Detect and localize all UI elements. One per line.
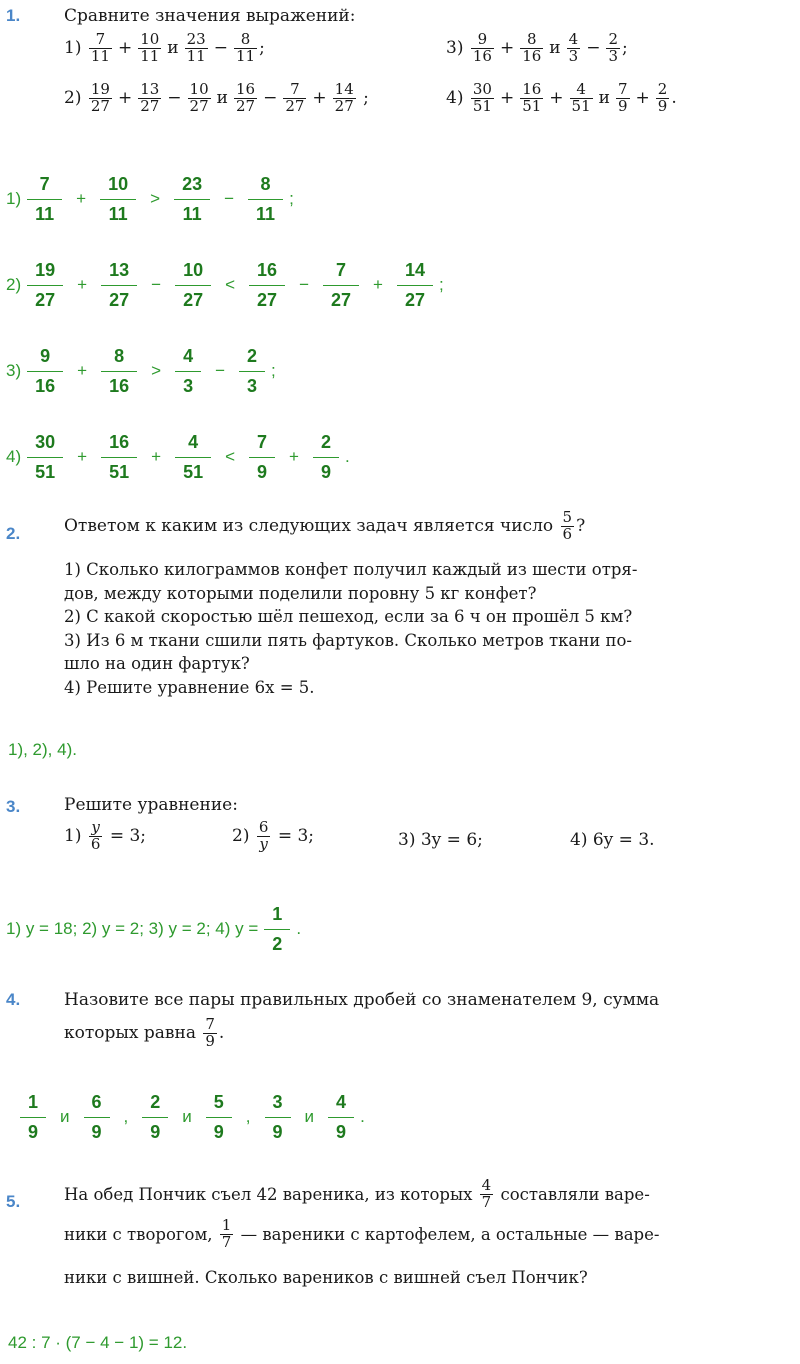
- fraction: 6 y: [258, 818, 269, 853]
- fraction: 2 9: [142, 1088, 168, 1147]
- answer1-line-1: 1) 7 11 + 10 11 > 23 11 − 8 11 ;: [6, 170, 294, 229]
- fraction: 2 9: [657, 80, 668, 115]
- fraction: 7 11: [27, 170, 62, 229]
- task-title: Ответом к каким из следующих задач является число 5 6 ?: [64, 508, 586, 543]
- fraction: 19 27: [90, 80, 110, 115]
- answer1-line-2: 2) 19 27 + 13 27 − 10 27 < 16 27 − 7 27 + 14 27 ;: [6, 256, 444, 315]
- fraction: 16 27: [249, 256, 285, 315]
- fraction: 14 27: [334, 80, 354, 115]
- task3-eq-1: 1) y 6 = 3;: [64, 818, 147, 853]
- fraction: 9 16: [27, 342, 63, 401]
- task3-eq-4: 4) 6y = 3.: [570, 830, 655, 850]
- task1-item-4: 4) 30 51 + 16 51 + 4 51 и 7 9 + 2 9 .: [446, 80, 677, 115]
- fraction: 7 27: [323, 256, 359, 315]
- task-number: 2.: [6, 524, 21, 543]
- fraction: 10 27: [189, 80, 209, 115]
- fraction: 9 16: [472, 30, 492, 65]
- task-number: 5.: [6, 1192, 21, 1211]
- fraction: 8 11: [235, 30, 256, 65]
- task5-line-1: На обед Пончик съел 42 вареника, из которых 4 7 составляли варе-: [64, 1176, 650, 1211]
- fraction: 23 11: [174, 170, 210, 229]
- fraction: 2 3: [239, 342, 265, 401]
- task5-line-3: ники с вишней. Сколько вареников с вишней съел Пончик?: [64, 1268, 588, 1287]
- task4-line-2: которых равна 7 9 .: [64, 1015, 225, 1050]
- answer5: 42 : 7 · (7 − 4 − 1) = 12.: [8, 1333, 188, 1352]
- fraction: 19 27: [27, 256, 63, 315]
- fraction: 1 9: [20, 1088, 46, 1147]
- fraction: 30 51: [27, 428, 63, 487]
- fraction: 10 11: [100, 170, 136, 229]
- fraction: 4 3: [175, 342, 201, 401]
- fraction: 16 51: [101, 428, 137, 487]
- task2-body: 1) Сколько килограммов конфет получил каждый из шести отря- дов, между которыми поделили поровну 5 кг конфет? 2) С какой скоростью шёл пешеход, если за 6 ч он прошёл 5 км? 3) Из 6 м ткани сшили пять фартуков. Сколько метров ткани по- шло на один фартук? 4) Решите уравнение 6x = 5.: [64, 560, 638, 697]
- fraction: 14 27: [397, 256, 433, 315]
- fraction: 7 9: [249, 428, 275, 487]
- task-number: 3.: [6, 797, 21, 816]
- fraction: 8 11: [248, 170, 283, 229]
- fraction: 7 9: [205, 1015, 215, 1050]
- fraction: 4 3: [568, 30, 579, 65]
- task1-item-3: 3) 9 16 + 8 16 и 4 3 − 2 3 ;: [446, 30, 628, 65]
- answer1-line-3: 3) 9 16 + 8 16 > 4 3 − 2 3 ;: [6, 342, 276, 401]
- task1-item-2: 2) 19 27 + 13 27 − 10 27 и 16 27 − 7 27 + 14 27 ;: [64, 80, 369, 115]
- fraction: 7 11: [90, 30, 110, 65]
- fraction: 5 6: [562, 508, 573, 543]
- fraction: 7 27: [285, 80, 305, 115]
- fraction: 1 7: [221, 1216, 232, 1251]
- task-title: Сравните значения выражений:: [64, 6, 356, 26]
- task-number: 1.: [6, 6, 21, 25]
- fraction: 30 51: [472, 80, 492, 115]
- fraction: 4 51: [571, 80, 591, 115]
- task-title: Решите уравнение:: [64, 795, 238, 815]
- fraction: 2 9: [313, 428, 339, 487]
- fraction: 23 11: [186, 30, 206, 65]
- fraction: 13 27: [140, 80, 160, 115]
- fraction: 4 7: [481, 1176, 492, 1211]
- task-number: 4.: [6, 990, 21, 1009]
- fraction: 8 16: [101, 342, 137, 401]
- fraction: 1 2: [264, 900, 290, 959]
- fraction: 6 9: [84, 1088, 110, 1147]
- task1-item-1: 1) 7 11 + 10 11 и 23 11 − 8 11 ;: [64, 30, 265, 65]
- answer3: 1) y = 18; 2) y = 2; 3) y = 2; 4) y = 1 2 .: [6, 900, 301, 959]
- fraction: 16 27: [235, 80, 256, 115]
- fraction: 3 9: [265, 1088, 291, 1147]
- fraction: 4 9: [328, 1088, 354, 1147]
- fraction: 10 27: [175, 256, 211, 315]
- fraction: 5 9: [206, 1088, 232, 1147]
- fraction: 7 9: [617, 80, 628, 115]
- fraction: 2 3: [608, 30, 618, 65]
- answer4: 1 9 и 6 9 , 2 9 и 5 9 , 3 9 и 4 9 .: [14, 1088, 365, 1147]
- answer1-line-4: 4) 30 51 + 16 51 + 4 51 < 7 9 + 2 9 .: [6, 428, 350, 487]
- fraction: 8 16: [522, 30, 542, 65]
- task3-eq-3: 3) 3y = 6;: [398, 830, 483, 850]
- answer2: 1), 2), 4).: [8, 740, 77, 759]
- task4-line-1: Назовите все пары правильных дробей со знаменателем 9, сумма: [64, 990, 660, 1010]
- fraction: 13 27: [101, 256, 137, 315]
- task5-line-2: ники с творогом, 1 7 — вареники с картофелем, а остальные — варе-: [64, 1216, 660, 1251]
- fraction: 10 11: [140, 30, 160, 65]
- fraction: y 6: [90, 818, 101, 853]
- task3-eq-2: 2) 6 y = 3;: [232, 818, 315, 853]
- fraction: 4 51: [175, 428, 211, 487]
- fraction: 16 51: [522, 80, 542, 115]
